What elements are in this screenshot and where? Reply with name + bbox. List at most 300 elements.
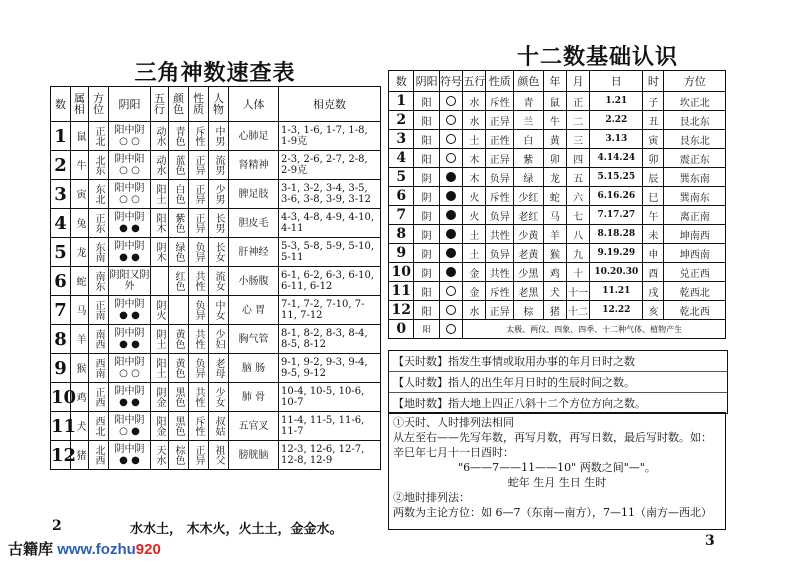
cell-wx: 阴金 [151, 383, 169, 412]
note-heading-1: ①天时、人时排列法相同 [393, 416, 514, 429]
table-row [389, 263, 726, 282]
cell-month: 七 [567, 206, 590, 225]
cell-year: 猴 [543, 244, 566, 263]
column-header: 符号 [439, 71, 462, 92]
cell-n: 2 [51, 151, 71, 180]
cell-hour: 申 [643, 244, 664, 263]
cell-body: 胸气管 [229, 325, 279, 354]
cell-nature: 正异 [189, 151, 209, 180]
page-number: 2 [52, 518, 62, 534]
table-row [389, 149, 726, 168]
cell-nature: 正异 [189, 180, 209, 209]
cell-wx: 动水 [151, 151, 169, 180]
table-row [51, 209, 381, 238]
table-row [389, 92, 726, 111]
cell-nature: 正异 [486, 149, 514, 168]
cell-year: 黄 [543, 130, 566, 149]
cell-ke: 6-1, 6-2, 6-3, 6-10, 6-11, 6-12 [279, 267, 381, 296]
cell-body: 肾精神 [229, 151, 279, 180]
cell-symbol [439, 301, 462, 320]
cell-ke: 5-3, 5-8, 5-9, 5-10, 5-11 [279, 238, 381, 267]
cell-person: 叔姑 [209, 412, 229, 441]
cell-month: 四 [567, 149, 590, 168]
column-header: 性质 [486, 71, 514, 92]
table-row [389, 301, 726, 320]
cell-day: 9.19.29 [590, 244, 643, 263]
cell-month: 二 [567, 111, 590, 130]
cell-body: 脾足肢 [229, 180, 279, 209]
cell-nature: 正异 [189, 441, 209, 470]
cell-yy: 阴 [414, 244, 439, 263]
cell-yy: 阳 [414, 301, 439, 320]
cell-wx: 阳土 [151, 180, 169, 209]
cell-hour: 辰 [643, 168, 664, 187]
cell-symbol [439, 282, 462, 301]
cell-n: 3 [389, 130, 414, 149]
cell-n: 12 [51, 441, 71, 470]
cell-year: 鼠 [543, 92, 566, 111]
cell-yy: 阳中阴 ○ ○ [109, 354, 151, 383]
cell-dir: 北东 [89, 151, 109, 180]
table-header [389, 71, 726, 92]
table-row [389, 244, 726, 263]
cell-person: 少妇 [209, 325, 229, 354]
cell-day: 2.22 [590, 111, 643, 130]
cell-wx: 金 [463, 282, 486, 301]
filled-circle-icon [446, 191, 456, 201]
definition-dishi: 【地时数】指大地上四正八斜十二个方位方向之数。 [393, 397, 646, 410]
cell-yy: 阴 [414, 263, 439, 282]
cell-symbol [439, 225, 462, 244]
cell-body: 肺 骨 [229, 383, 279, 412]
cell-person: 祖父 [209, 441, 229, 470]
cell-body: 心肺足 [229, 122, 279, 151]
cell-body: 肝神经 [229, 238, 279, 267]
cell-year: 猪 [543, 301, 566, 320]
cell-day: 3.13 [590, 130, 643, 149]
page-title: 十二数基础认识 [516, 44, 678, 70]
cell-symbol [439, 320, 462, 339]
column-header: 月 [567, 71, 590, 92]
cell-color: 少红 [514, 187, 544, 206]
cell-dir: 西北 [89, 412, 109, 441]
cell-nature: 正性 [486, 130, 514, 149]
cell-wx: 金 [463, 263, 486, 282]
cell-n: 1 [51, 122, 71, 151]
cell-color: 黄色 [169, 325, 189, 354]
cell-nature: 负异 [189, 238, 209, 267]
cell-yy: 阴 [414, 206, 439, 225]
definition-tianshi: 【天时数】指发生事情或取用办事的年月日时之数 [389, 351, 727, 372]
cell-person: 流男 [209, 151, 229, 180]
cell-body: 脑 肠 [229, 354, 279, 383]
cell-year: 羊 [543, 225, 566, 244]
cell-dir: 巽东南 [664, 168, 726, 187]
cell-n: 8 [389, 225, 414, 244]
page-title: 三角神数速查表 [134, 60, 296, 86]
cell-n: 1 [389, 92, 414, 111]
cell-ke: 3-1, 3-2, 3-4, 3-5, 3-6, 3-8, 3-9, 3-12 [279, 180, 381, 209]
cell-month: 六 [567, 187, 590, 206]
table-row [51, 296, 381, 325]
cell-hour: 丑 [643, 111, 664, 130]
cell-year: 犬 [543, 282, 566, 301]
cell-yy: 阳中阴 ○ ○ [109, 122, 151, 151]
cell-nature: 斥性 [486, 187, 514, 206]
cell-ke: 4-3, 4-8, 4-9, 4-10, 4-11 [279, 209, 381, 238]
cell-day: 12.22 [590, 301, 643, 320]
cell-wx: 火 [463, 187, 486, 206]
cell-yy: 阳 [414, 92, 439, 111]
cell-body: 小肠腹 [229, 267, 279, 296]
cell-n: 2 [389, 111, 414, 130]
cell-day: 11.21 [590, 282, 643, 301]
cell-wx: 木 [463, 149, 486, 168]
cell-month: 十 [567, 263, 590, 282]
column-header: 方位 [89, 87, 109, 122]
cell-n: 7 [389, 206, 414, 225]
page-number: 3 [705, 533, 715, 549]
cell-animal: 鸡 [71, 383, 89, 412]
cell-n: 7 [51, 296, 71, 325]
open-circle-icon [446, 115, 456, 125]
cell-n: 11 [51, 412, 71, 441]
cell-n: 10 [389, 263, 414, 282]
cell-animal: 寅 [71, 180, 89, 209]
cell-nature: 正异 [486, 301, 514, 320]
cell-yy: 阳 [414, 130, 439, 149]
cell-n: 4 [389, 149, 414, 168]
cell-animal: 猪 [71, 441, 89, 470]
cell-ke: 7-1, 7-2, 7-10, 7-11, 7-12 [279, 296, 381, 325]
cell-day: 8.18.28 [590, 225, 643, 244]
quick-reference-table [50, 86, 381, 470]
open-circle-icon [446, 305, 456, 315]
cell-nature: 正异 [486, 111, 514, 130]
cell-dir: 坤南西 [664, 225, 726, 244]
column-header: 阴阳 [109, 87, 151, 122]
column-header: 方位 [664, 71, 726, 92]
cell-day: 5.15.25 [590, 168, 643, 187]
cell-yy: 阳 [414, 282, 439, 301]
cell-animal: 兔 [71, 209, 89, 238]
cell-hour: 卯 [643, 149, 664, 168]
cell-animal: 羊 [71, 325, 89, 354]
filled-circle-icon [446, 267, 456, 277]
cell-wx: 动水 [151, 122, 169, 151]
cell-nature: 共性 [189, 383, 209, 412]
cell-ke: 9-1, 9-2, 9-3, 9-4, 9-5, 9-12 [279, 354, 381, 383]
cell-yy: 阳 [414, 149, 439, 168]
table-row [389, 111, 726, 130]
table-row [51, 180, 381, 209]
cell-dir: 正西 [89, 383, 109, 412]
cell-nature: 负异 [486, 244, 514, 263]
cell-ke: 1-3, 1-6, 1-7, 1-8, 1-9克 [279, 122, 381, 151]
cell-dir: 西南 [89, 354, 109, 383]
cell-n: 4 [51, 209, 71, 238]
cell-yy: 阴中阴 ● ● [109, 296, 151, 325]
cell-yy: 阴中阳 ○ ○ [109, 151, 151, 180]
cell-wx: 土 [463, 130, 486, 149]
cell-animal: 马 [71, 296, 89, 325]
cell-year: 蛇 [543, 187, 566, 206]
table-row [51, 267, 381, 296]
cell-dir: 北西 [89, 441, 109, 470]
cell-symbol [439, 187, 462, 206]
cell-wx: 天水 [151, 441, 169, 470]
column-header: 数 [51, 87, 71, 122]
cell-hour: 亥 [643, 301, 664, 320]
cell-day: 10.20.30 [590, 263, 643, 282]
column-header: 颜色 [169, 87, 189, 122]
twelve-numbers-table [388, 70, 726, 339]
filled-circle-icon [446, 248, 456, 258]
cell-nature: 负异 [189, 354, 209, 383]
cell-color: 青 [514, 92, 544, 111]
cell-animal: 蛇 [71, 267, 89, 296]
table-row [51, 151, 381, 180]
cell-yy: 阴 [414, 187, 439, 206]
cell-color: 老黑 [514, 282, 544, 301]
cell-hour: 巳 [643, 187, 664, 206]
cell-wx: 阴土 [151, 325, 169, 354]
cell-n: 5 [51, 238, 71, 267]
watermark-number: 920 [135, 541, 161, 558]
cell-wx: 阳木 [151, 209, 169, 238]
cell-body: 心 胃 [229, 296, 279, 325]
cell-color: 棕色 [169, 441, 189, 470]
column-header: 数 [389, 71, 414, 92]
cell-dir: 正东 [89, 209, 109, 238]
cell-year: 马 [543, 206, 566, 225]
cell-dir: 正南 [89, 296, 109, 325]
cell-symbol [439, 92, 462, 111]
table-row [51, 325, 381, 354]
cell-dir: 坎正北 [664, 92, 726, 111]
cell-nature: 斥性 [486, 92, 514, 111]
cell-color: 紫色 [169, 209, 189, 238]
cell-yy: 阴 [414, 225, 439, 244]
cell-day: 6.16.26 [590, 187, 643, 206]
cell-wx: 阳土 [151, 354, 169, 383]
cell-yy: 阴中阴 ● ● [109, 325, 151, 354]
cell-yy: 阴中阴 ● ● [109, 441, 151, 470]
open-circle-icon [446, 134, 456, 144]
table-row [389, 130, 726, 149]
cell-n: 6 [389, 187, 414, 206]
cell-nature: 斥性 [486, 282, 514, 301]
cell-color: 蓝色 [169, 151, 189, 180]
cell-animal: 龙 [71, 238, 89, 267]
cell-n: 11 [389, 282, 414, 301]
cell-dir: 坤西南 [664, 244, 726, 263]
cell-symbol [439, 149, 462, 168]
watermark-domain: www.fozhu [57, 541, 136, 558]
cell-dir: 兑正西 [664, 263, 726, 282]
cell-nature: 负异 [189, 296, 209, 325]
cell-symbol [439, 206, 462, 225]
cell-color: 黑色 [169, 383, 189, 412]
cell-dir: 南东 [89, 267, 109, 296]
column-header: 日 [590, 71, 643, 92]
cell-color: 兰 [514, 111, 544, 130]
cell-person: 中男 [209, 122, 229, 151]
cell-wx: 阳金 [151, 412, 169, 441]
cell-color [169, 296, 189, 325]
cell-color: 黑色 [169, 412, 189, 441]
column-header: 时 [643, 71, 664, 92]
cell-yy: 阳中阴 ○ ○ [109, 180, 151, 209]
cell-body: 膀胱脑 [229, 441, 279, 470]
elements-footer-line: 水水土， 木木火，火土土，金金水。 [130, 522, 343, 537]
cell-ke: 11-4, 11-5, 11-6, 11-7 [279, 412, 381, 441]
watermark-brand: 古籍库 [8, 541, 54, 558]
cell-n: 8 [51, 325, 71, 354]
cell-wx: 水 [463, 111, 486, 130]
note-labels: 蛇年 生月 生日 生时 [507, 476, 607, 489]
cell-nature: 共性 [486, 225, 514, 244]
table-row [51, 354, 381, 383]
cell-nature: 负异 [486, 168, 514, 187]
column-header: 属相 [71, 87, 89, 122]
open-circle-icon [446, 96, 456, 106]
cell-nature: 负异 [486, 206, 514, 225]
column-header: 颜色 [514, 71, 544, 92]
cell-year: 牛 [543, 111, 566, 130]
cell-dir: 巽南东 [664, 187, 726, 206]
cell-nature: 共性 [486, 263, 514, 282]
definition-renshi: 【人时数】指人的出生年月日时的生辰时间之数。 [389, 372, 727, 393]
table-row [51, 122, 381, 151]
cell-yy: 阳 [414, 320, 439, 339]
cell-dir: 东南 [89, 238, 109, 267]
cell-wx: 木 [463, 168, 486, 187]
cell-month: 三 [567, 130, 590, 149]
cell-dir: 乾西北 [664, 282, 726, 301]
cell-color: 棕 [514, 301, 544, 320]
cell-color: 紫 [514, 149, 544, 168]
cell-color: 绿色 [169, 238, 189, 267]
cell-day: 1.21 [590, 92, 643, 111]
cell-body: 五官叉 [229, 412, 279, 441]
column-header: 五行 [463, 71, 486, 92]
cell-color: 老红 [514, 206, 544, 225]
cell-hour: 酉 [643, 263, 664, 282]
cell-wx [151, 267, 169, 296]
filled-circle-icon [446, 172, 456, 182]
cell-month: 五 [567, 168, 590, 187]
cell-zero-text: 太极、两仪、四象、四季、十二种气体、植物产生 [463, 320, 726, 339]
cell-person: 少男 [209, 180, 229, 209]
table-row [389, 168, 726, 187]
cell-dir: 震正东 [664, 149, 726, 168]
cell-n: 9 [389, 244, 414, 263]
column-header: 性质 [189, 87, 209, 122]
cell-yy: 阳中阴 ○ ● [109, 412, 151, 441]
cell-ke: 8-1, 8-2, 8-3, 8-4, 8-5, 8-12 [279, 325, 381, 354]
cell-person: 长男 [209, 209, 229, 238]
cell-wx: 水 [463, 301, 486, 320]
table-row [389, 225, 726, 244]
cell-symbol [439, 111, 462, 130]
cell-ke: 2-3, 2-6, 2-7, 2-8, 2-9克 [279, 151, 381, 180]
cell-dir: 艮北东 [664, 111, 726, 130]
table-row [51, 441, 381, 470]
note-heading-2: ②地时排列法： [393, 491, 470, 504]
cell-nature: 正异 [189, 209, 209, 238]
cell-color: 黄色 [169, 354, 189, 383]
filled-circle-icon [446, 229, 456, 239]
cell-animal: 犬 [71, 412, 89, 441]
cell-month: 正 [567, 92, 590, 111]
cell-n: 0 [389, 320, 414, 339]
column-header: 五行 [151, 87, 169, 122]
table-header [51, 87, 381, 122]
cell-color: 白色 [169, 180, 189, 209]
column-header: 人体 [229, 87, 279, 122]
cell-day: 7.17.27 [590, 206, 643, 225]
cell-color: 绿 [514, 168, 544, 187]
cell-animal: 牛 [71, 151, 89, 180]
cell-symbol [439, 244, 462, 263]
cell-symbol [439, 130, 462, 149]
open-circle-icon [446, 153, 456, 163]
cell-person: 老母 [209, 354, 229, 383]
site-watermark[interactable] [8, 538, 161, 559]
cell-body: 胆皮毛 [229, 209, 279, 238]
cell-color: 红色 [169, 267, 189, 296]
cell-year: 卯 [543, 149, 566, 168]
cell-color: 白 [514, 130, 544, 149]
notes-box [388, 412, 726, 530]
open-circle-icon [446, 324, 456, 334]
cell-symbol [439, 263, 462, 282]
cell-hour: 寅 [643, 130, 664, 149]
cell-n: 3 [51, 180, 71, 209]
cell-year: 龙 [543, 168, 566, 187]
cell-animal: 猴 [71, 354, 89, 383]
cell-wx: 土 [463, 225, 486, 244]
cell-n: 6 [51, 267, 71, 296]
definitions-box [388, 350, 728, 414]
open-circle-icon [446, 286, 456, 296]
note-formula: "6——7——11——10" 两数之间"—"。 [458, 461, 656, 474]
cell-yy: 阴中阴 ● ● [109, 209, 151, 238]
table-row [51, 238, 381, 267]
cell-n: 10 [51, 383, 71, 412]
cell-dir: 离正南 [664, 206, 726, 225]
cell-wx: 火 [463, 206, 486, 225]
filled-circle-icon [446, 210, 456, 220]
cell-n: 12 [389, 301, 414, 320]
cell-year: 鸡 [543, 263, 566, 282]
cell-person: 流女 [209, 267, 229, 296]
cell-person: 中女 [209, 296, 229, 325]
cell-person: 长女 [209, 238, 229, 267]
table-row [51, 383, 381, 412]
table-row-zero [389, 320, 726, 339]
cell-wx: 阴火 [151, 296, 169, 325]
table-row [389, 187, 726, 206]
table-row [389, 206, 726, 225]
cell-wx: 阴木 [151, 238, 169, 267]
cell-dir: 南西 [89, 325, 109, 354]
cell-nature: 共性 [189, 325, 209, 354]
cell-ke: 12-3, 12-6, 12-7, 12-8, 12-9 [279, 441, 381, 470]
column-header: 相克数 [279, 87, 381, 122]
cell-ke: 10-4, 10-5, 10-6, 10-7 [279, 383, 381, 412]
